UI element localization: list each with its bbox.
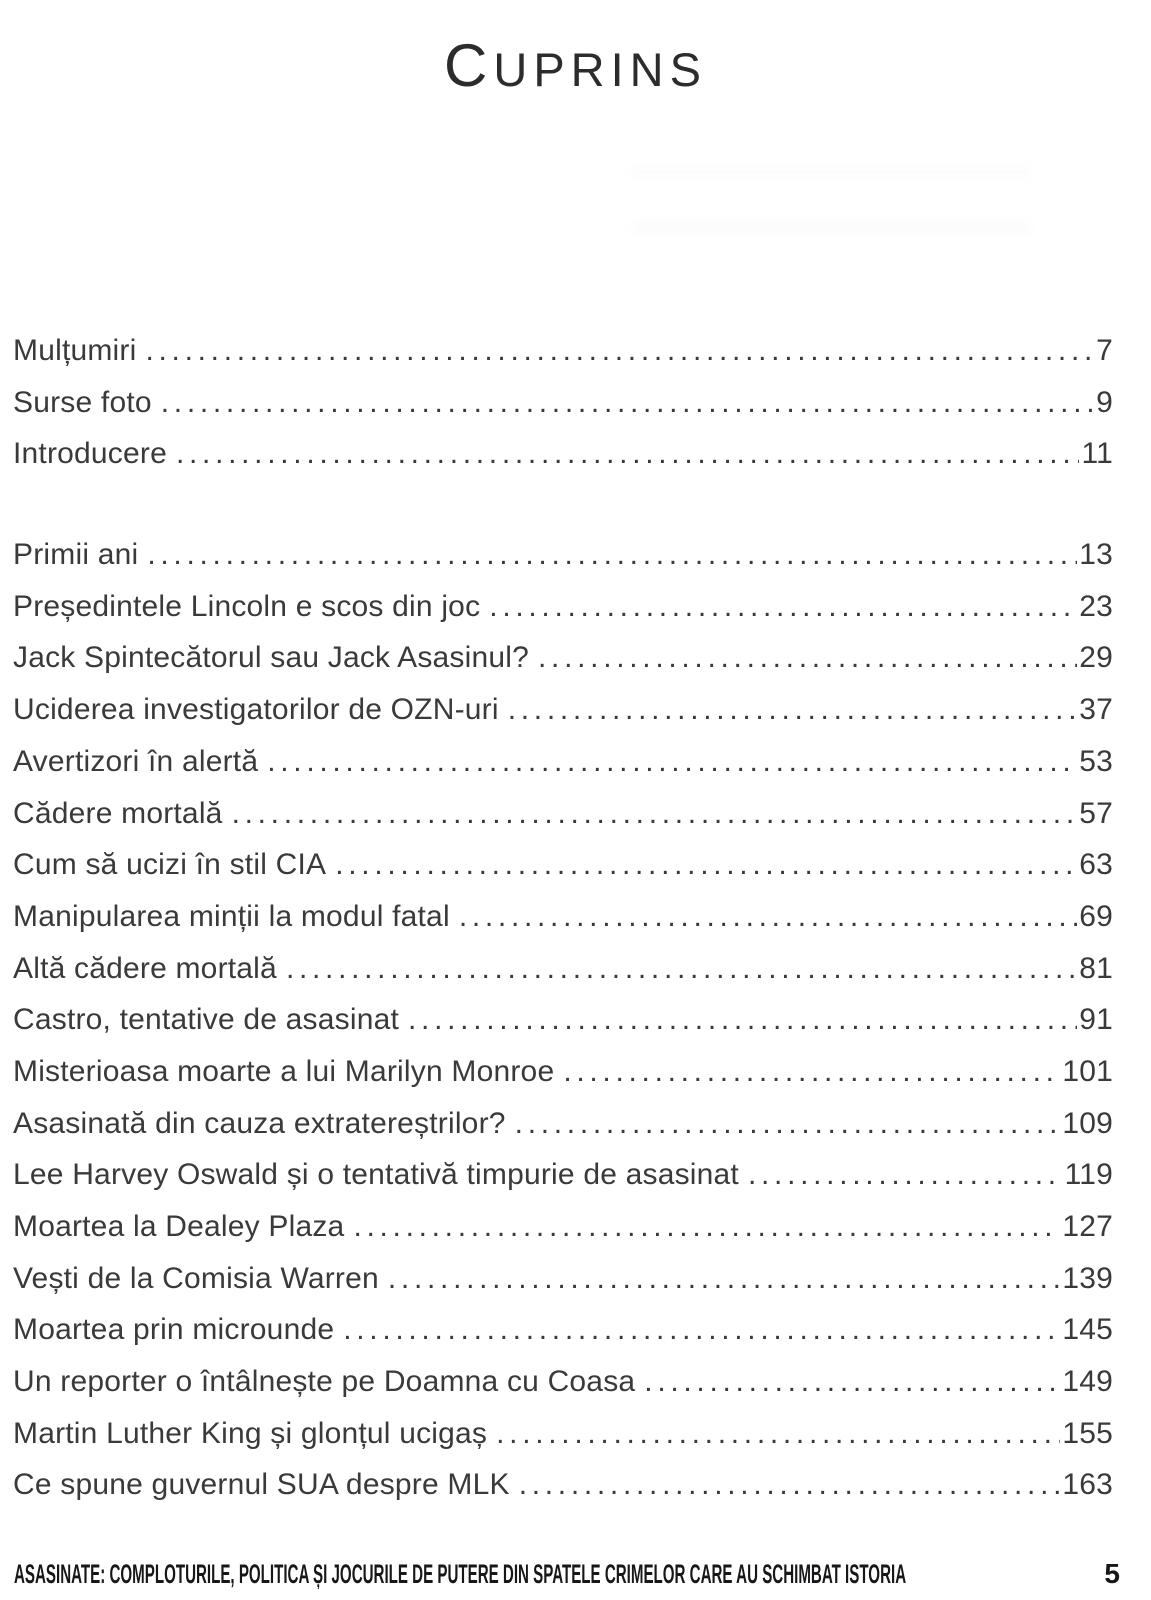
toc-entry [13, 994, 1113, 1046]
toc-dot-leader [489, 581, 1077, 633]
toc-dot-leader [538, 632, 1077, 684]
page-bleed-through-artifact [631, 165, 1031, 255]
toc-entry [13, 428, 1113, 480]
toc-dot-leader [388, 1253, 1060, 1305]
toc-entry-page: 53 [1079, 744, 1113, 778]
toc-entry [13, 736, 1113, 788]
toc-entry [13, 325, 1113, 377]
toc-entry-page: 91 [1079, 1003, 1113, 1037]
footer-page-number: 5 [1104, 1558, 1120, 1589]
toc-entry-title: Mulțumiri [13, 334, 137, 367]
toc-dot-leader [161, 377, 1094, 429]
toc-entry [13, 632, 1113, 684]
toc-entry [13, 684, 1113, 736]
toc-entry-title: Introducere [13, 437, 167, 471]
toc-entry-title: Jack Spintecătorul sau Jack Asasinul? [13, 641, 530, 675]
toc-dot-leader [519, 1459, 1061, 1511]
toc-entry [13, 377, 1113, 429]
toc-entry [13, 1304, 1113, 1356]
toc-entry-title: Un reporter o întâlnește pe Doamna cu Coasa [13, 1365, 636, 1399]
bleed-line [631, 165, 1031, 179]
toc-entry [13, 529, 1113, 581]
toc-entry-page: 127 [1062, 1210, 1113, 1243]
toc-dot-leader [515, 1098, 1061, 1150]
footer-book-title: ASASINATE: COMPLOTURILE, POLITICA ȘI JOCURILE DE PUTERE DIN SPATELE CRIMELOR CARE AU SCHIMBAT ISTORIA [14, 1559, 907, 1589]
table-of-contents [13, 325, 1113, 1511]
toc-entry-page: 9 [1096, 385, 1113, 419]
toc-dot-leader [353, 1201, 1060, 1253]
toc-entry [13, 1201, 1113, 1253]
toc-entry-title: Ce spune guvernul SUA despre MLK [13, 1468, 510, 1502]
toc-entry [13, 1149, 1113, 1201]
toc-dot-leader [267, 736, 1077, 788]
toc-entry-title: Asasinată din cauza extratereștrilor? [13, 1106, 506, 1140]
toc-dot-leader [145, 325, 1094, 377]
toc-entry-title: Castro, tentative de asasinat [13, 1003, 400, 1037]
toc-entry [13, 1098, 1113, 1150]
toc-dot-leader [496, 1408, 1060, 1460]
toc-entry [13, 581, 1113, 633]
toc-entry-page: 7 [1096, 334, 1113, 367]
bleed-line [631, 219, 1031, 233]
toc-entry [13, 839, 1113, 891]
toc-entry-page: 145 [1062, 1313, 1113, 1347]
toc-dot-leader [748, 1149, 1063, 1201]
toc-entry-page: 139 [1062, 1261, 1113, 1295]
toc-entry-page: 81 [1079, 951, 1113, 985]
toc-dot-leader [286, 943, 1077, 995]
toc-entry [13, 788, 1113, 840]
toc-entry [13, 943, 1113, 995]
toc-entry-page: 29 [1079, 641, 1113, 675]
toc-entry-title: Manipularea minții la modul fatal [13, 899, 450, 933]
toc-entry-page: 149 [1062, 1365, 1113, 1399]
toc-entry-title: Primii ani [13, 538, 139, 572]
toc-entry-title: Lee Harvey Oswald și o tentativă timpurie de asasinat [13, 1158, 739, 1192]
toc-entry-page: 101 [1062, 1054, 1113, 1088]
toc-dot-leader [563, 1046, 1060, 1098]
toc-entry-page: 57 [1079, 796, 1113, 830]
footer-title-wrap [14, 1559, 944, 1590]
toc-entry-title: Martin Luther King și glonțul ucigaș [13, 1416, 488, 1450]
toc-entry-page: 109 [1062, 1106, 1113, 1140]
toc-dot-leader [508, 684, 1078, 736]
toc-entry-page: 119 [1064, 1158, 1113, 1192]
toc-entry-title: Avertizori în alertă [13, 744, 259, 778]
toc-dot-leader [408, 994, 1077, 1046]
toc-dot-leader [459, 891, 1077, 943]
toc-entry-title: Misterioasa moarte a lui Marilyn Monroe [13, 1054, 555, 1088]
toc-entry-title: Altă cădere mortală [13, 951, 277, 985]
toc-dot-leader [343, 1304, 1060, 1356]
toc-entry [13, 1046, 1113, 1098]
toc-entry-title: Moartea la Dealey Plaza [13, 1210, 345, 1243]
toc-entry-page: 69 [1079, 899, 1113, 933]
toc-front-matter-list [13, 325, 1113, 480]
toc-entry-page: 63 [1079, 848, 1113, 882]
toc-dot-leader [232, 788, 1078, 840]
toc-chapters-list [13, 529, 1113, 1511]
toc-entry-title: Cum să ucizi în stil CIA [13, 848, 327, 882]
toc-dot-leader [176, 428, 1079, 480]
toc-entry-page: 13 [1079, 538, 1113, 572]
toc-entry-title: Președintele Lincoln e scos din joc [13, 589, 481, 623]
toc-entry-title: Vești de la Comisia Warren [13, 1261, 379, 1295]
toc-entry-page: 11 [1081, 437, 1113, 471]
toc-entry-title: Moartea prin microunde [13, 1313, 335, 1347]
toc-entry-page: 163 [1062, 1468, 1113, 1502]
toc-entry [13, 1408, 1113, 1460]
toc-entry [13, 1356, 1113, 1408]
toc-entry-title: Cădere mortală [13, 796, 223, 830]
toc-dot-leader [644, 1356, 1060, 1408]
toc-dot-leader [335, 839, 1077, 891]
toc-entry [13, 1253, 1113, 1305]
toc-entry [13, 1459, 1113, 1511]
toc-entry-page: 37 [1079, 693, 1113, 727]
page-title: CUPRINS [444, 32, 707, 99]
toc-dot-leader [147, 529, 1077, 581]
toc-entry-title: Surse foto [13, 385, 152, 419]
page-footer [14, 1558, 1120, 1590]
toc-entry-page: 155 [1062, 1416, 1113, 1450]
toc-entry-title: Uciderea investigatorilor de OZN-uri [13, 693, 499, 727]
toc-entry-page: 23 [1079, 589, 1113, 623]
toc-entry [13, 891, 1113, 943]
